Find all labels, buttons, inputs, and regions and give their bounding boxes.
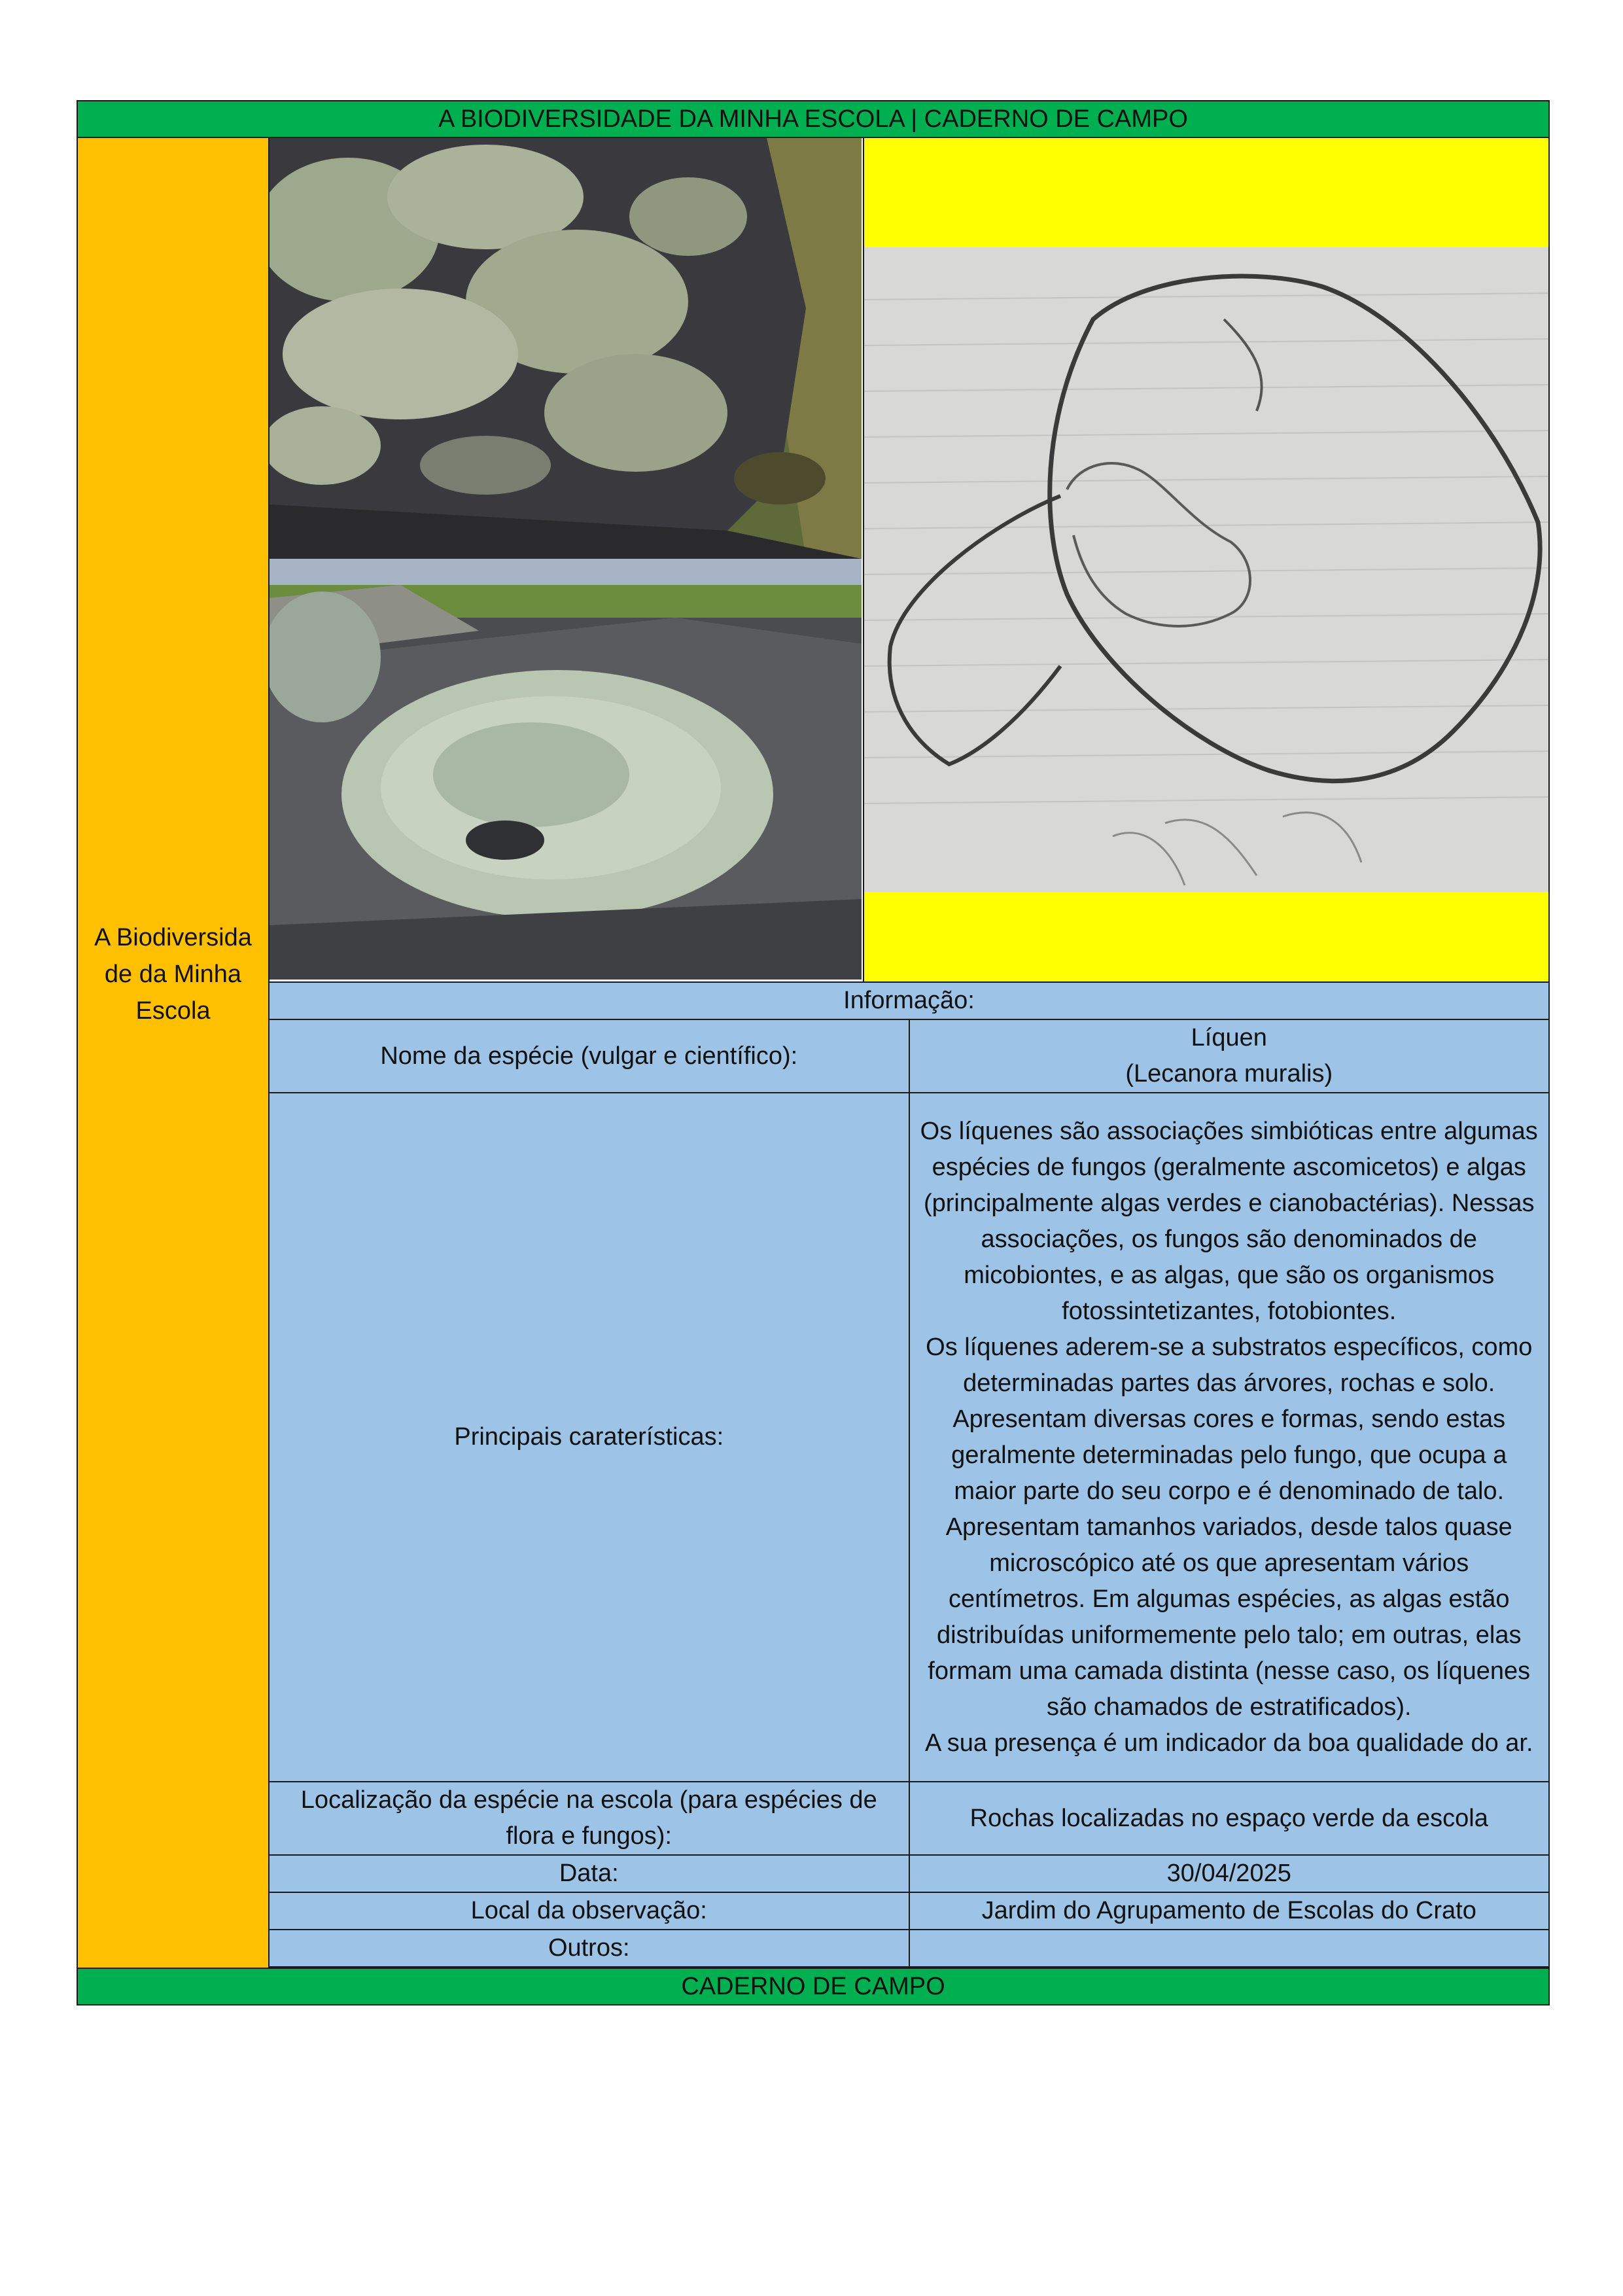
features-value: [909, 1093, 1549, 1782]
date-value: 30/04/2025: [909, 1855, 1549, 1892]
species-label: Nome da espécie (vulgar e científico):: [270, 1019, 909, 1093]
photos-row: [270, 138, 1548, 983]
sidebar: [78, 138, 270, 1968]
species-common-name: Líquen: [1191, 1024, 1267, 1051]
species-scientific-name: (Lecanora muralis): [1125, 1060, 1333, 1087]
others-label: Outros:: [270, 1930, 909, 1967]
pencil-sketch-lichen: [864, 247, 1548, 892]
location-value: Rochas localizadas no espaço verde da escola: [909, 1782, 1549, 1855]
place-label: Local da observação:: [270, 1892, 909, 1930]
info-table: [270, 983, 1548, 1968]
species-value: [909, 1019, 1549, 1093]
content: [270, 138, 1548, 1968]
photo-column: [270, 138, 864, 981]
place-value: Jardim do Agrupamento de Escolas do Crato: [909, 1892, 1549, 1930]
lichen-rosette-photo: [270, 559, 862, 980]
features-paragraph: A sua presença é um indicador da boa qualidade do ar.: [924, 1729, 1533, 1757]
footer-title: CADERNO DE CAMPO: [681, 1972, 945, 2000]
field-notebook-page: [77, 100, 1550, 2005]
info-title: Informação:: [270, 983, 1548, 1019]
sidebar-label: A Biodiversida de da Minha Escola: [94, 924, 252, 1025]
footer-bar: [77, 1968, 1550, 2005]
location-label: Localização da espécie na escola (para espécies de flora e fungos):: [270, 1782, 909, 1855]
features-paragraph: Os líquenes aderem-se a substratos específicos, como determinadas partes das árvores, rochas e solo. Apresentam diversas cores e formas, sendo estas geralmente determinadas pelo fungo, que ocupa a maior parte do seu corpo e é denominado de talo. Apresentam tamanhos variados, desde talos quase microscópico até os que apresentam vários centímetros. Em algumas espécies, as algas estão distribuídas uniformemente pelo talo; em outras, elas formam uma camada distinta (nesse caso, os líquenes são chamados de estratificados).: [926, 1333, 1533, 1721]
features-label: Principais caraterísticas:: [270, 1093, 909, 1782]
others-value: [909, 1930, 1549, 1967]
lichen-on-rock-photo: [270, 138, 862, 559]
features-paragraph: Os líquenes são associações simbióticas entre algumas espécies de fungos (geralmente ascomicetos) e algas (principalmente algas verdes e cianobactérias). Nessas associações, os fungos são denominados de micobiontes, e as algas, que são os organismos fotossintetizantes, fotobiontes.: [920, 1117, 1538, 1325]
main-area: [77, 138, 1550, 1968]
drawing-column: [864, 138, 1548, 981]
header-title: A BIODIVERSIDADE DA MINHA ESCOLA | CADERNO DE CAMPO: [438, 105, 1188, 133]
header-bar: [77, 100, 1550, 138]
date-label: Data:: [270, 1855, 909, 1892]
